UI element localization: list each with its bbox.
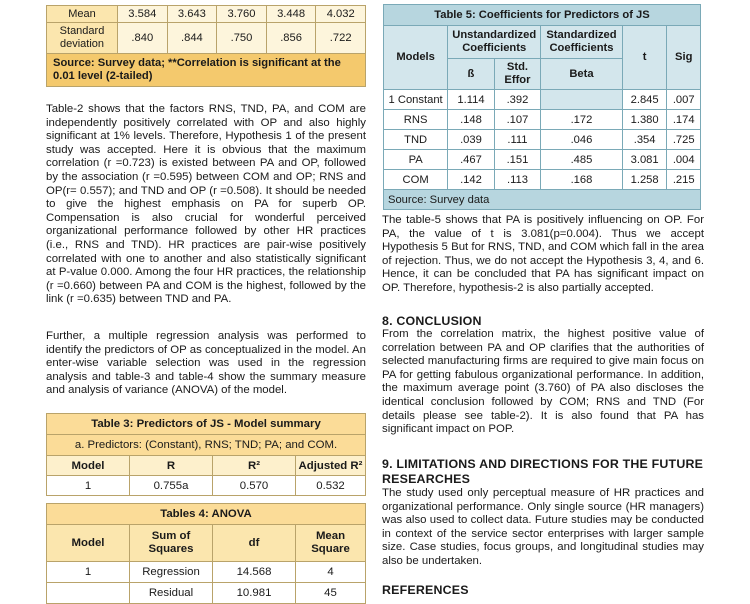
table3-caption: Table 3: Predictors of JS - Model summary [47, 414, 366, 435]
table5-cell: .004 [667, 150, 701, 170]
table4-cell [47, 583, 130, 604]
table5-cell: .111 [494, 130, 540, 150]
table3-header: Adjusted R² [296, 456, 366, 476]
table-row [384, 170, 701, 190]
table5-header-models: Models [384, 26, 448, 90]
table5-cell: 1.258 [622, 170, 667, 190]
table2-cell: .722 [316, 23, 366, 54]
table2-cell: 3.448 [266, 6, 316, 23]
table4-anova [46, 503, 366, 604]
table2-source: Source: Survey data; **Correlation is significant at the 0.01 level (2-tailed) [47, 54, 366, 87]
table4-header-row [47, 525, 366, 562]
table5-cell: .467 [448, 150, 495, 170]
table5-cell: .107 [494, 110, 540, 130]
table2-sd-row [47, 23, 366, 54]
table4-cell: 10.981 [213, 583, 296, 604]
table5-cell: .151 [494, 150, 540, 170]
table5-cell: RNS [384, 110, 448, 130]
table5-cell: .485 [541, 150, 623, 170]
paragraph-conclusion: From the correlation matrix, the highest positive value of correlation between PA and OP clarifies that the authorities of selected manufacturing firms are required to give main focus on PA for getting fabulous organizational performance. In addition, the maximum average point (3.760) of PA also discloses the identical conclusion followed by COM; RNS and TND (For details please see table-2). It is also found that PA has significant impact on POP. [382, 328, 704, 436]
heading-conclusion: 8. CONCLUSION [382, 314, 482, 328]
table5-cell: .215 [667, 170, 701, 190]
table3-subcaption: a. Predictors: (Constant), RNS; TND; PA; and COM. [47, 435, 366, 456]
table5-header-sig: Sig [667, 26, 701, 90]
table5-cell: .172 [541, 110, 623, 130]
table3-model-summary [46, 413, 366, 496]
table5-cell: .039 [448, 130, 495, 150]
table5-cell: .142 [448, 170, 495, 190]
table5-subheader-b: ß [448, 59, 495, 90]
table-row [384, 110, 701, 130]
table5-cell: 2.845 [622, 90, 667, 110]
table2-cell: .750 [217, 23, 267, 54]
table-row [47, 583, 366, 604]
table4-header: Sum of Squares [130, 525, 213, 562]
table4-header: Model [47, 525, 130, 562]
table-row [47, 562, 366, 583]
table-row [384, 150, 701, 170]
table4-cell: 1 [47, 562, 130, 583]
table5-cell: TND [384, 130, 448, 150]
table5-cell: .354 [622, 130, 667, 150]
table-row [47, 476, 366, 496]
table5-cell [541, 90, 623, 110]
paragraph-table5-discussion: The table-5 shows that PA is positively influencing on OP. For PA, the value of t is 3.081(p=0.004). Thus we accept Hypothesis 5 But for RNS, TND, and COM which fall in the area of rejection. Thus, we do not accept the Hypothesis 3, 4, and 6. Hence, it can be concluded that PA has significant impact on OP. Therefore, hypothesis-2 is also partially accepted. [382, 214, 704, 294]
table5-cell: .725 [667, 130, 701, 150]
table2-cell: 3.584 [118, 6, 168, 23]
table3-cell: 0.532 [296, 476, 366, 496]
table4-cell: 45 [296, 583, 366, 604]
table3-header: R² [213, 456, 296, 476]
table5-coefficients [383, 4, 701, 210]
table5-cell: .168 [541, 170, 623, 190]
paragraph-regression-intro: Further, a multiple regression analysis was performed to identify the predictors of OP as conceptualized in the model. An enter-wise variable selection was used in the regression analysis and table-3 and table-4 show the summary measure and analysis of variance (ANOVA) of the model. [46, 330, 366, 397]
table5-cell: 3.081 [622, 150, 667, 170]
table5-cell: 1 Constant [384, 90, 448, 110]
table4-cell: 4 [296, 562, 366, 583]
table2-cell: 3.760 [217, 6, 267, 23]
table2-cell: .844 [167, 23, 217, 54]
table5-cell: .392 [494, 90, 540, 110]
table5-cell: 1.114 [448, 90, 495, 110]
table5-cell: .174 [667, 110, 701, 130]
table4-header: Mean Square [296, 525, 366, 562]
table4-header: df [213, 525, 296, 562]
table-row [384, 90, 701, 110]
table3-header-row [47, 456, 366, 476]
table5-header-unstandardized: Unstandardized Coefficients [448, 26, 541, 59]
table5-subheader-std-error: Std. Effor [494, 59, 540, 90]
heading-references: REFERENCES [382, 583, 469, 597]
table3-cell: 0.755a [130, 476, 213, 496]
table5-cell: 1.380 [622, 110, 667, 130]
table3-header: R [130, 456, 213, 476]
table-row [384, 130, 701, 150]
table5-cell: .007 [667, 90, 701, 110]
table3-cell: 1 [47, 476, 130, 496]
table5-header-row [384, 26, 701, 59]
table5-source-row [384, 190, 701, 210]
table5-cell: .113 [494, 170, 540, 190]
table5-header-t: t [622, 26, 667, 90]
paragraph-limitations: The study used only perceptual measure of HR practices and organizational performance. Only single source (HR managers) was also used to collect data. Future studies may be conducted in context of the service sector enterprises with larger sample size. Case studies, focus groups, and longitudinal studies may also be undertaken. [382, 487, 704, 567]
table2-cell: 3.643 [167, 6, 217, 23]
table4-cell: Regression [130, 562, 213, 583]
table5-cell: COM [384, 170, 448, 190]
table2-cell: .840 [118, 23, 168, 54]
table2-mean-label: Mean [47, 6, 118, 23]
table2-cell: .856 [266, 23, 316, 54]
table2-source-row [47, 54, 366, 87]
table4-caption: Tables 4: ANOVA [47, 504, 366, 525]
table2-tail [46, 5, 366, 87]
table5-caption: Table 5: Coefficients for Predictors of JS [384, 5, 701, 26]
heading-limitations: 9. LIMITATIONS AND DIRECTIONS FOR THE FUTURE RESEARCHES [382, 457, 704, 486]
table5-cell: .148 [448, 110, 495, 130]
table5-source: Source: Survey data [384, 190, 701, 210]
table5-subheader-beta: Beta [541, 59, 623, 90]
paragraph-table2-discussion: Table-2 shows that the factors RNS, TND, PA, and COM are independently positively correlated with OP and also highly significant at 1% levels. Therefore, Hypothesis 1 of the present study was accepted. Here it is obvious that the maximum correlation (r =0.723) is existed between PA and OP, followed by the association (r =0.595) between COM and OP; RNS and OP(r= 0.557); and TND and OP (r =0.508). It should be needed to give the highest emphasis on PA for superb OP. Compensation is also crucial for wonderful perceived organizational performance followed by other HR practices (i.e., RNS and TND). HR practices are pair-wise positively correlated with one to another and also statistically significant at P-value 0.000. Among the four HR practices, the relationship (r =0.660) between PA and COM is the highest, followed by the link (r =0.635) between TND and PA. [46, 103, 366, 306]
table2-cell: 4.032 [316, 6, 366, 23]
table2-mean-row [47, 6, 366, 23]
table5-cell: PA [384, 150, 448, 170]
table3-cell: 0.570 [213, 476, 296, 496]
table2-sd-label: Standard deviation [47, 23, 118, 54]
table5-header-standardized: Standardized Coefficients [541, 26, 623, 59]
table3-header: Model [47, 456, 130, 476]
table4-cell: 14.568 [213, 562, 296, 583]
table5-cell: .046 [541, 130, 623, 150]
table4-cell: Residual [130, 583, 213, 604]
